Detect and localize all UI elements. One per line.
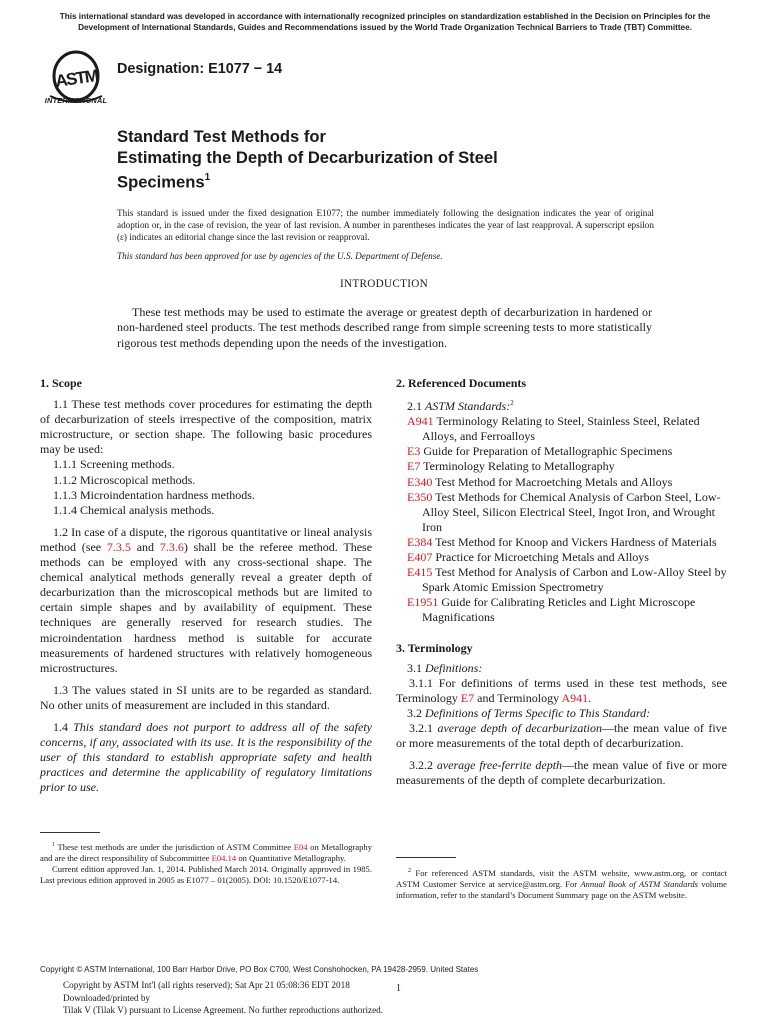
- title-line-2: Estimating the Depth of Decarburization of Steel: [117, 148, 498, 167]
- ref-title: Test Methods for Chemical Analysis of Carbon Steel, Low-Alloy Steel, Silicon Electrical Steel, Ingot Iron, and Wrought Iron: [422, 489, 721, 534]
- ref-link-e415[interactable]: E415: [407, 565, 433, 580]
- section-link-7-3-6[interactable]: 7.3.6: [159, 539, 184, 554]
- reference-list: [396, 414, 727, 625]
- refdocs-2-1-num: 2.1: [407, 399, 425, 414]
- committee-link-e04[interactable]: E04: [293, 841, 308, 852]
- ref-title: Guide for Calibrating Reticles and Light Microscope Magnifications: [422, 595, 696, 625]
- left-column: [40, 376, 372, 802]
- right-column: [396, 376, 727, 795]
- title-line-3: Specimens: [117, 172, 205, 192]
- footnote-1-mark: 1: [52, 842, 55, 848]
- referenced-documents-heading: 2. Referenced Documents: [396, 376, 527, 390]
- ref-link-e3[interactable]: E3: [407, 444, 421, 459]
- scope-1-4: [40, 720, 372, 795]
- reference-item: [396, 490, 727, 535]
- title-line-1: Standard Test Methods for: [117, 127, 326, 146]
- ref-link-e350[interactable]: E350: [407, 489, 433, 504]
- terminology-3-1-num: 3.1: [407, 660, 425, 675]
- approval-note: This standard has been approved for use by agencies of the U.S. Department of Defense.: [117, 251, 443, 261]
- reference-item: [396, 550, 727, 565]
- terminology-3-2-1: [396, 721, 727, 751]
- scope-item: 1.1.1 Screening methods.: [53, 457, 175, 472]
- astm-standards-label: [396, 396, 727, 414]
- ref-title: Test Method for Analysis of Carbon and Low-Alloy Steel by Spark Atomic Emission Spectrometry: [422, 565, 727, 595]
- scope-1-2-rest: ) shall be the referee method. These methods can be employed with any cross-sectional shape. The chemical analytical methods generally reveal a greater depth of decarburization than the microscopical methods but are limited to certain simple shapes and by availability of equipment. These techniques are generally reserved for research studies. The microindentation hardness method is suitable for accurate measurements of hardened structures with relatively homogeneous microstructures.: [40, 539, 373, 675]
- footnote-2-mark: 2: [408, 868, 411, 874]
- term-average-depth: average depth of decarburization: [437, 720, 603, 735]
- scope-heading: 1. Scope: [40, 376, 82, 390]
- ref-title: Test Method for Macroetching Metals and Alloys: [432, 474, 673, 489]
- footnote-1-text-c: on Quantitative Metallography.: [236, 852, 346, 863]
- footnote-divider: [40, 832, 100, 833]
- ref-title: Terminology Relating to Metallography: [420, 459, 615, 474]
- ref-title: Practice for Microetching Metals and Alloys: [432, 550, 649, 565]
- logo-subtitle: INTERNATIONAL: [44, 96, 108, 105]
- scope-item: 1.1.4 Chemical analysis methods.: [53, 502, 215, 517]
- document-title: [117, 126, 637, 193]
- footnote-2-book-title: Annual Book of ASTM Standards: [580, 878, 699, 889]
- footnote-2-text-b: volume information, refer to the standard’s Document Summary page on the ASTM website.: [396, 878, 727, 900]
- designation: Designation: E1077 − 14: [117, 61, 283, 77]
- terminology-3-1-1: [396, 676, 727, 706]
- tbt-notice: This international standard was developed in accordance with internationally recognized principles on standardization established in the Decision on Principles for the Development of International Standards, Guides and Recommendations issued by the World Trade Organization Technical Barriers to Trade (TBT) Committee.: [59, 12, 711, 32]
- scope-item: 1.1.2 Microscopical methods.: [53, 472, 196, 487]
- ref-link-e1951[interactable]: E1951: [407, 595, 439, 610]
- issue-note: This standard is issued under the fixed designation E1077; the number immediately following the designation indicates the year of original adoption or, in the case of revision, the year of last revision. A number in parentheses indicates the year of last reapproval. A superscript epsilon (ε) indicates an editorial change since the last revision or reapproval.: [117, 208, 654, 242]
- scope-item: 1.1.3 Microindentation hardness methods.: [53, 487, 255, 502]
- terminology-3-2-text: Definitions of Terms Specific to This Standard:: [425, 705, 651, 720]
- reference-item: [396, 565, 727, 595]
- footnote-1-edition: Current edition approved Jan. 1, 2014. Published March 2014. Originally approved in 1985. Last previous edition approved in 2005 as E1077 – 01(2005). DOI: 10.1520/E1077-14.: [40, 863, 372, 885]
- scope-1-2: [40, 525, 372, 676]
- reference-item: [396, 475, 727, 490]
- reference-item: [396, 414, 727, 444]
- section-link-7-3-5[interactable]: 7.3.5: [106, 539, 131, 554]
- svg-text:ASTM: ASTM: [54, 66, 99, 91]
- scope-1-1: 1.1 These test methods cover procedures for estimating the depth of decarburization of steels irrespective of the composition, matrix microstructure, or section shape. The following basic procedures may be used:: [40, 397, 372, 457]
- scope-1-4-text: This standard does not purport to address all of the safety concerns, if any, associated with its use. It is the responsibility of the user of this standard to establish appropriate safety and health practices and determine the applicability of regulatory limitations prior to use.: [40, 719, 372, 795]
- reference-item: [396, 444, 727, 459]
- terminology-3-2-1-num: 3.2.1: [409, 720, 438, 735]
- introduction-text: These test methods may be used to estimate the average or greatest depth of decarburization in hardened or non-hardened steel products. The test methods described range from simple screening tests to more statistically rigorous test methods depending upon the needs of the investigation.: [117, 305, 652, 350]
- scope-1-3: 1.3 The values stated in SI units are to be regarded as standard. No other units of measurement are included in this standard.: [40, 682, 372, 712]
- terminology-3-2-2-def: —the mean value of five or more measurements of the depth of complete decarburization.: [396, 758, 728, 788]
- ref-link-e384[interactable]: E384: [407, 534, 433, 549]
- download-stamp: [63, 979, 383, 1017]
- terminology-3-1: [396, 661, 727, 676]
- term-link-a941[interactable]: A941: [561, 690, 589, 705]
- scope-1-2-text: 1.2 In case of a dispute, the rigorous quantitative or lineal analysis method (see: [40, 524, 372, 554]
- introduction-heading: INTRODUCTION: [339, 278, 429, 290]
- copyright-line: Copyright © ASTM International, 100 Barr Harbor Drive, PO Box C700, West Conshohocken, PA 19428-2959. United States: [40, 965, 479, 974]
- refdocs-2-1-text: ASTM Standards:: [425, 399, 511, 414]
- terminology-3-2-num: 3.2: [407, 705, 425, 720]
- scope-1-2-and: and: [130, 539, 160, 554]
- terminology-3-1-text: Definitions:: [425, 660, 483, 675]
- terminology-3-2-2-num: 3.2.2: [409, 758, 437, 773]
- terminology-3-2-1-def: —the mean value of five or more measurements of the total depth of decarburization.: [396, 720, 727, 751]
- ref-link-a941[interactable]: A941: [407, 414, 434, 429]
- terminology-period: .: [588, 690, 592, 705]
- footnote-1-text-b: on Metallography and are the direct responsibility of Subcommittee: [40, 841, 372, 863]
- term-free-ferrite-depth: average free-ferrite depth: [436, 758, 563, 773]
- footnote-1-text-a: These test methods are under the jurisdiction of ASTM Committee: [55, 841, 294, 852]
- reference-item: [396, 595, 727, 625]
- footnote-2-text-a: For referenced ASTM standards, visit the ASTM website, www.astm.org, or contact ASTM Customer Service at service@astm.org. For: [396, 867, 727, 889]
- terminology-3-1-1-text: 3.1.1 For definitions of terms used in these test methods, see Terminology: [396, 675, 727, 705]
- terminology-3-2: [396, 706, 727, 721]
- page-number: 1: [396, 983, 401, 994]
- download-line-2: Downloaded/printed by: [63, 992, 151, 1003]
- ref-title: Terminology Relating to Steel, Stainless Steel, Related Alloys, and Ferroalloys: [422, 414, 700, 444]
- term-link-e7[interactable]: E7: [460, 690, 475, 705]
- reference-item: [396, 459, 727, 474]
- scope-1-4-num: 1.4: [53, 719, 74, 734]
- ref-link-e7[interactable]: E7: [407, 459, 421, 474]
- ref-link-e407[interactable]: E407: [407, 550, 433, 565]
- download-line-1: Copyright by ASTM Int'l (all rights reserved); Sat Apr 21 05:08:36 EDT 2018: [63, 980, 350, 990]
- ref-link-e340[interactable]: E340: [407, 474, 433, 489]
- footnote-divider: [396, 857, 456, 858]
- terminology-heading: 3. Terminology: [396, 640, 473, 655]
- subcommittee-link-e04-14[interactable]: E04.14: [211, 852, 237, 863]
- ref-title: Guide for Preparation of Metallographic Specimens: [420, 444, 673, 459]
- ref-title: Test Method for Knoop and Vickers Hardness of Materials: [432, 534, 717, 549]
- terminology-3-2-2: [396, 758, 727, 788]
- footnote-1: [40, 840, 372, 885]
- footnote-2: [396, 866, 727, 901]
- terminology-and: and Terminology: [474, 690, 562, 705]
- download-line-3: Tilak V (Tilak V) pursuant to License Agreement. No further reproductions authorized.: [63, 1005, 384, 1016]
- refdocs-footnote-mark: 2: [510, 399, 514, 408]
- reference-item: [396, 535, 727, 550]
- title-footnote-mark: 1: [204, 172, 211, 183]
